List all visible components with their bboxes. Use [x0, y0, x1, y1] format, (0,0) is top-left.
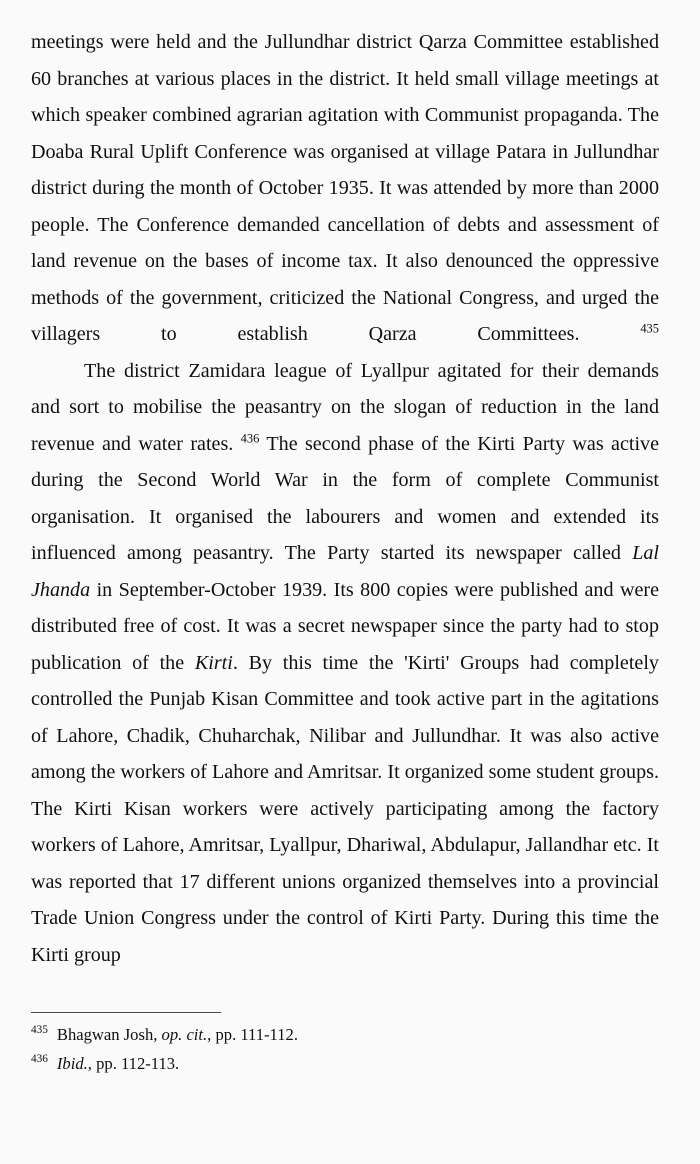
footnote-reference-436: 436 — [240, 430, 260, 445]
text-run: , pp. 112-113. — [87, 1054, 180, 1073]
italic-run: Kirti — [194, 651, 233, 674]
footnote-section — [31, 1012, 659, 1078]
text-run: , pp. 111-112. — [207, 1025, 298, 1044]
footnote-body — [57, 1054, 179, 1073]
italic-run: Lal Jhanda — [31, 542, 659, 601]
footnote-reference-435: 435 — [640, 321, 659, 336]
italic-run: op. cit. — [161, 1025, 208, 1044]
footnote-number-436: 436 — [31, 1053, 48, 1066]
italic-run: Ibid. — [56, 1054, 88, 1073]
text-run: Bhagwan Josh, — [56, 1025, 162, 1044]
text-run: The district Zamidara league of Lyallpur agitated for their demands and sort to mobilise the peasantry on the slogan of reduction in the land revenue and water rates. — [31, 359, 659, 455]
text-run: in September-October 1939. Its 800 copies were published and were distributed free of cost. It was a secret newspaper since the party had to stop publication of the — [31, 578, 659, 674]
footnote-body — [57, 1025, 298, 1044]
paragraph-2 — [31, 353, 659, 974]
body-text-block — [31, 24, 659, 973]
paragraph-1 — [31, 24, 659, 353]
footnote-436 — [31, 1049, 659, 1078]
text-run: . By this time the 'Kirti' Groups had completely controlled the Punjab Kisan Committee and took active part in the agitations of Lahore, Chadik, Chuharchak, Nilibar and Jullundhar. It was also active among the workers of Lahore and Amritsar. It organized some student groups. The Kirti Kisan workers were actively participating among the factory workers of Lahore, Amritsar, Lyallpur, Dhariwal, Abdulapur, Jallandhar etc. It was reported that 17 different unions organized themselves into a provincial Trade Union Congress under the control of Kirti Party. During this time the Kirti group — [31, 651, 659, 966]
text-run: meetings were held and the Jullundhar district Qarza Committee established 60 branches at various places in the district. It held small village meetings at which speaker combined agrarian agitation with Communist propaganda. The Doaba Rural Uplift Conference was organised at village Patara in Jullundhar district during the month of October 1935. It was attended by more than 2000 people. The Conference demanded cancellation of debts and assessment of land revenue on the bases of income tax. It also denounced the oppressive methods of the government, criticized the National Congress, and urged the villagers to establish Qarza Committees. — [31, 31, 659, 345]
text-run: The second phase of the Kirti Party was active during the Second World War in the form of complete Communist organisation. It organised the labourers and women and extended its influenced among peasantry. The Party started its newspaper called — [31, 432, 659, 564]
footnote-435 — [31, 1020, 659, 1049]
footnote-number-435: 435 — [31, 1024, 48, 1037]
footnote-separator-rule — [31, 1012, 221, 1013]
